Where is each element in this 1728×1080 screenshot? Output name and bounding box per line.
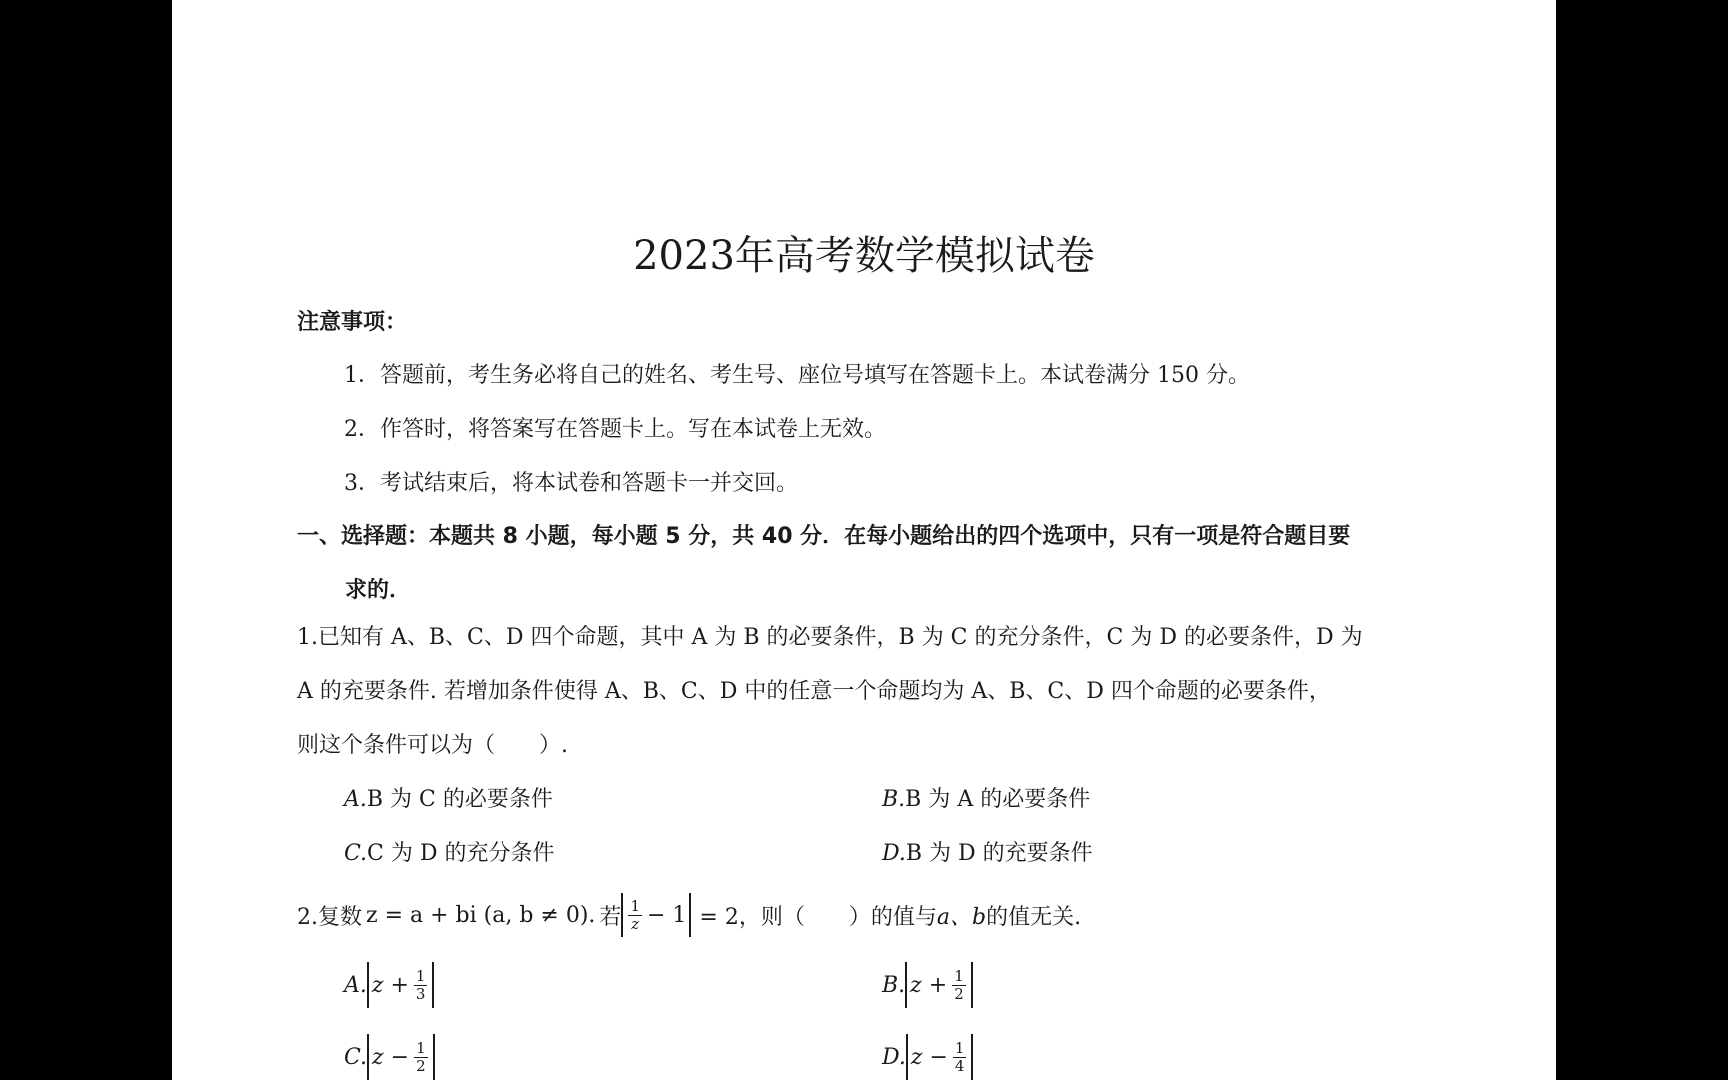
option-expr: z + <box>910 972 948 998</box>
option-text: B 为 A 的必要条件 <box>905 787 1091 812</box>
question-2-line <box>297 893 1081 937</box>
fraction-numerator: 1 <box>630 896 640 915</box>
section-heading-line: 一、选择题：本题共 8 小题，每小题 5 分，共 40 分．在每小题给出的四个选项中，只有一项是符合题目要 <box>297 524 1351 549</box>
abs-bar <box>971 962 973 1008</box>
question-2-z-def: z = a + bi (a, b ≠ 0). <box>366 902 596 928</box>
fraction-denominator: z <box>631 914 640 933</box>
abs-bar <box>367 962 369 1008</box>
option-expr: z − <box>372 1044 410 1070</box>
abs-bar <box>971 1034 973 1080</box>
abs-bar <box>621 893 623 937</box>
question-1-line: 则这个条件可以为（ ）. <box>297 733 568 758</box>
option-expr: z + <box>371 972 409 998</box>
question-1-line: 1.已知有 A、B、C、D 四个命题，其中 A 为 B 的必要条件，B 为 C 的充分条件，C 为 D 的必要条件，D 为 <box>297 625 1363 650</box>
fraction-denominator: 4 <box>954 1056 965 1075</box>
option-expression <box>367 962 435 1008</box>
option-letter: D. <box>882 841 906 866</box>
fraction-numerator: 1 <box>954 1038 965 1057</box>
option-letter: A. <box>344 787 367 812</box>
notice-heading: 注意事项： <box>297 310 408 335</box>
option-expression <box>367 1034 435 1080</box>
fraction-denominator: 3 <box>415 984 426 1003</box>
question-2-option-c <box>344 1034 435 1080</box>
fraction <box>953 1040 967 1075</box>
fraction <box>952 968 966 1003</box>
abs-bar <box>433 1034 435 1080</box>
option-letter: D. <box>882 1044 906 1070</box>
question-2-option-b <box>882 962 973 1008</box>
option-text: B 为 C 的必要条件 <box>366 787 553 812</box>
fraction <box>414 968 428 1003</box>
option-letter: C. <box>344 1044 368 1070</box>
section-heading-line: 求的． <box>345 578 412 603</box>
question-1-option-b <box>882 782 1090 813</box>
abs-bar <box>905 962 907 1008</box>
fraction <box>628 898 642 933</box>
abs-bar <box>432 962 434 1008</box>
section-heading <box>297 510 1437 618</box>
fraction-denominator: 2 <box>416 1056 426 1075</box>
exam-page <box>172 0 1556 1080</box>
option-text: B 为 D 的充要条件 <box>905 841 1093 866</box>
notice-item: 1．答题前，考生务必将自己的姓名、考生号、座位号填写在答题卡上。本试卷满分 150 分。 <box>344 363 1250 388</box>
question-2-if: 若 <box>599 904 622 930</box>
question-2-abs-expression <box>621 893 691 937</box>
fraction-denominator: 2 <box>954 984 964 1003</box>
question-2-tail: 的值无关. <box>986 904 1082 930</box>
page-title: 2023年高考数学模拟试卷 <box>633 233 1095 279</box>
question-1-line: A 的充要条件. 若增加条件使得 A、B、C、D 中的任意一个命题均为 A、B、C、D 四个命题的必要条件， <box>297 679 1331 704</box>
question-2-vars: a、b <box>936 904 987 930</box>
notice-item: 2．作答时，将答案写在答题卡上。写在本试卷上无效。 <box>344 417 886 442</box>
option-expr: z − <box>910 1044 948 1070</box>
fraction-numerator: 1 <box>415 966 426 985</box>
option-letter: B. <box>882 972 906 998</box>
abs-bar <box>689 893 691 937</box>
option-expression <box>905 962 973 1008</box>
question-2-option-a <box>344 962 434 1008</box>
question-2-then: 则（ ）的值与 <box>760 904 937 930</box>
option-letter: C. <box>344 841 368 866</box>
notice-item: 3．考试结束后，将本试卷和答题卡一并交回。 <box>344 471 798 496</box>
option-letter: A. <box>344 972 367 998</box>
fraction-numerator: 1 <box>416 1038 426 1057</box>
minus-one: − 1 <box>646 902 687 928</box>
question-2-option-d <box>882 1034 973 1080</box>
fraction-numerator: 1 <box>954 966 964 985</box>
option-expression <box>906 1034 974 1080</box>
abs-bar <box>367 1034 369 1080</box>
equals-two: = 2， <box>699 904 761 930</box>
option-letter: B. <box>882 787 906 812</box>
question-1-option-a <box>344 782 553 813</box>
fraction <box>414 1040 428 1075</box>
question-2-prefix: 2.复数 <box>297 904 362 930</box>
question-1-option-c <box>344 836 555 867</box>
abs-bar <box>906 1034 908 1080</box>
option-text: C 为 D 的充分条件 <box>367 841 555 866</box>
question-1-option-d <box>882 836 1093 867</box>
